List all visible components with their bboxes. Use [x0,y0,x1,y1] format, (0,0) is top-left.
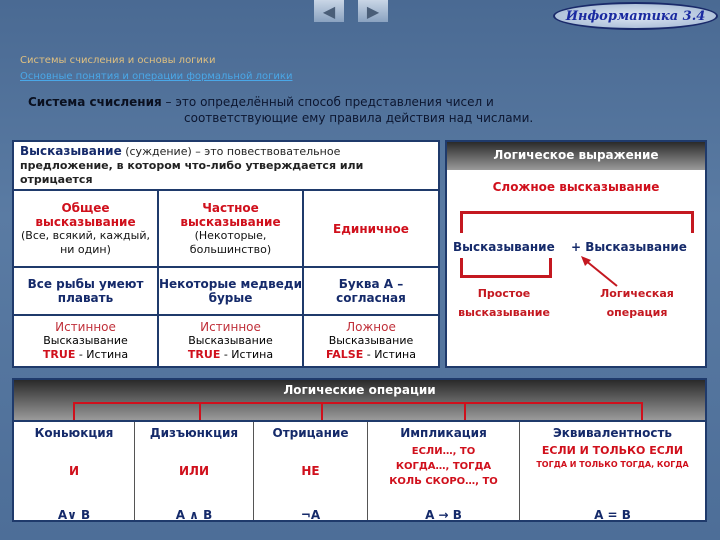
next-slide-button[interactable] [358,0,388,22]
operation-formula: A = B [594,508,631,522]
statement-term: Высказывание [20,144,122,158]
operation-cell [520,422,705,520]
truth-label: Истинное [55,320,116,334]
arrow-left-icon: ◀ [322,1,336,21]
definition-text-2: соответствующие ему правила действия над числами. [184,111,534,125]
operation-name: Коньюкция [34,426,114,440]
prev-slide-button[interactable] [314,0,344,22]
operation-cell [135,422,254,520]
type-title: Единичное [333,221,409,236]
right-statement: + Высказывание [571,240,687,254]
example-cell: Все рыбы умеют плавать [13,267,158,315]
statement-line2: предложение, в котором что-либо утверждается или отрицается [20,159,364,186]
logic-operations-box [12,378,707,522]
breadcrumb: Системы счисления и основы логики [20,55,216,66]
kind-label: Высказывание [43,334,128,347]
value-label: TRUE [187,348,221,361]
truth-cell [158,315,303,367]
operation-cell [254,422,368,520]
operation-formula: A∨ B [57,508,91,522]
statement-rest: (суждение) – это повествовательное [121,145,341,158]
operations-bracket [73,402,643,420]
topic-link[interactable]: Основные понятия и операции формальной логики [20,71,293,82]
type-cell [303,190,439,267]
type-desc: (Все, всякий, каждый, ни один) [21,228,150,256]
statement-definition [13,141,439,190]
truth-cell [303,315,439,367]
type-title: Частное высказывание [180,200,281,229]
operation-formula: A ∧ B [175,508,213,522]
example-cell: Буква А – согласная [303,267,439,315]
logic-expression-title: Логическое выражение [447,142,705,170]
complex-label: Сложное высказывание [492,180,660,194]
truth-label: Ложное [346,320,396,334]
type-cell [13,190,158,267]
logic-expression-box [445,140,707,368]
operation-name: Импликация [400,426,487,440]
operations-row [14,420,705,520]
operation-label: Логическая операция [600,287,674,319]
value-label: FALSE [326,348,364,361]
statement-table [12,140,440,368]
value-desc: - Истина [220,348,274,361]
bracket-tick [464,402,466,420]
operation-formula: ¬A [300,508,321,522]
operation-name: Отрицание [272,426,349,440]
operation-word: ЕСЛИ…, ТО КОГДА…, ТОГДА КОЛЬ СКОРО…, ТО [389,446,498,487]
definition-text: – это определённый способ представления чисел и [161,95,494,109]
type-cell [158,190,303,267]
value-desc: - Истина [75,348,129,361]
arrow-right-icon: ▶ [366,1,380,21]
operation-word: НЕ [301,464,320,478]
operation-formula: A → B [425,508,462,522]
kind-label: Высказывание [188,334,273,347]
bracket-tick [321,402,323,420]
kind-label: Высказывание [328,334,414,347]
bracket-tick [199,402,201,420]
definition-term: Система счисления [28,95,162,109]
example-cell: Некоторые медведи бурые [158,267,303,315]
operation-name: Дизъюнкция [149,426,239,440]
simple-label: Простое высказывание [458,287,550,319]
definition [28,94,533,126]
left-statement: Высказывание [453,240,555,254]
value-label: TRUE [42,348,76,361]
truth-label: Истинное [200,320,261,334]
operation-cell [14,422,135,520]
operation-word: И [68,464,80,478]
operation-word: ИЛИ [178,464,210,478]
operations-title: Логические операции [14,380,705,420]
value-desc: - Истина [363,348,416,361]
complex-bracket [460,211,694,233]
truth-cell [13,315,158,367]
type-desc: (Некоторые, большинство) [189,228,272,256]
simple-bracket [460,258,552,278]
operation-word: ЕСЛИ И ТОЛЬКО ЕСЛИ [541,444,684,457]
operation-name: Эквивалентность [552,426,672,440]
operation-word-2: ТОГДА И ТОЛЬКО ТОГДА, КОГДА [536,460,689,469]
operation-cell [368,422,520,520]
course-badge: Информатика 3.4 [553,2,718,30]
type-title: Общее высказывание [35,200,136,229]
